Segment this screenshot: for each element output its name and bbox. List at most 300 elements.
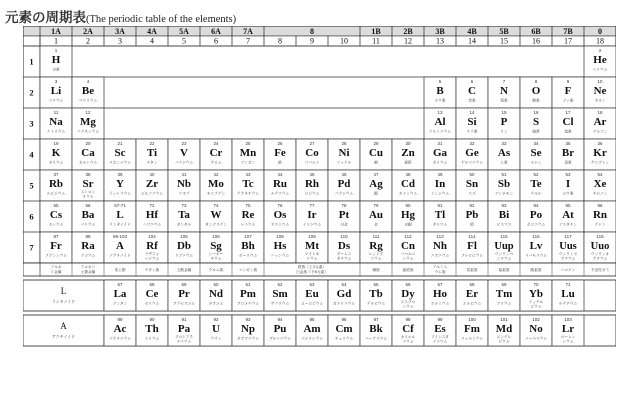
atomic-number: 75 xyxy=(245,203,251,208)
element-name: プロトアク xyxy=(174,335,194,339)
atomic-number: 35 xyxy=(565,141,571,146)
element-symbol: Sg xyxy=(210,240,222,252)
atomic-number: 40 xyxy=(149,172,155,177)
category-label: 亜鉛族 xyxy=(402,268,414,272)
group-label: 0 xyxy=(598,26,602,36)
group-number: 15 xyxy=(500,36,508,46)
atomic-number: 92 xyxy=(213,317,219,322)
element-symbol: B xyxy=(436,85,444,97)
atomic-number: 49 xyxy=(437,172,443,177)
element-name: リウム xyxy=(306,256,318,261)
atomic-number: 23 xyxy=(181,141,187,146)
element-symbol: Bi xyxy=(498,209,510,221)
atomic-number: 93 xyxy=(245,317,251,322)
element-symbol: Ga xyxy=(432,147,448,159)
element-name: キュリウム xyxy=(334,336,354,341)
element-name: セリウム xyxy=(144,301,160,306)
element-symbol: Pa xyxy=(177,323,191,335)
group-label: 4B xyxy=(467,26,477,36)
atomic-number: 22 xyxy=(149,141,155,146)
group-number: 16 xyxy=(532,36,540,46)
element-name: ウラン xyxy=(210,336,222,341)
element-name: マンガン xyxy=(240,160,256,165)
atomic-number: 24 xyxy=(213,141,219,146)
element-name: タチウム xyxy=(336,256,352,261)
element-symbol: Np xyxy=(240,323,256,335)
group-number: 12 xyxy=(404,36,412,46)
element-name: チタン xyxy=(146,160,158,165)
element-name: 水銀 xyxy=(404,222,412,227)
element-name: ラドン xyxy=(594,222,606,227)
atomic-number: 100 xyxy=(468,317,476,322)
period-label: 3 xyxy=(29,118,34,129)
element-name: イッテル xyxy=(528,300,544,304)
atomic-number: 2 xyxy=(598,48,602,53)
element-name: テルビウム xyxy=(366,301,386,306)
element-name: アクチノイド xyxy=(109,253,131,258)
element-symbol: Rg xyxy=(369,240,383,252)
element-symbol: Hf xyxy=(145,209,159,221)
element-symbol: Eu xyxy=(305,288,319,300)
atomic-number: 94 xyxy=(277,317,283,322)
element-name: ニウム xyxy=(402,339,414,344)
atomic-number: 44 xyxy=(277,172,283,177)
element-symbol: Cd xyxy=(400,178,416,190)
atomic-number: 32 xyxy=(469,141,475,146)
element-name: プチウム xyxy=(560,256,576,261)
atomic-number: 81 xyxy=(437,203,443,208)
element-name: ガドリニウム xyxy=(332,301,356,306)
atomic-number: 5 xyxy=(438,79,442,84)
element-name: 金 xyxy=(374,222,378,227)
element-name: ナトリウム xyxy=(46,129,66,134)
atomic-number: 117 xyxy=(564,234,572,239)
element-name: シウム xyxy=(402,304,414,309)
element-symbol: At xyxy=(562,209,574,221)
element-symbol: Pu xyxy=(273,323,287,335)
period-label: 4 xyxy=(29,149,34,160)
atomic-number: 64 xyxy=(341,282,347,287)
element-name: コバルト xyxy=(304,160,320,165)
element-symbol: Pr xyxy=(178,288,190,300)
atomic-number: 82 xyxy=(469,203,475,208)
element-name: 亜鉛 xyxy=(404,160,412,165)
atomic-number: 1 xyxy=(54,48,58,53)
group-label: 6B xyxy=(531,26,541,36)
element-symbol: Ag xyxy=(369,178,383,190)
element-symbol: Pm xyxy=(240,288,256,300)
atomic-number: 4 xyxy=(86,79,90,84)
atomic-number: 42 xyxy=(213,172,219,177)
atomic-number: 17 xyxy=(565,110,571,115)
atomic-number: 78 xyxy=(341,203,347,208)
element-symbol: Bh xyxy=(241,240,255,252)
atomic-number: 99 xyxy=(437,317,443,322)
element-name: ボーリウム xyxy=(238,253,258,258)
element-symbol: Nd xyxy=(208,288,224,300)
element-symbol: Xe xyxy=(593,178,607,190)
element-symbol: Br xyxy=(561,147,575,159)
element-name: 硫黄 xyxy=(532,129,540,134)
group-number: 10 xyxy=(340,36,348,46)
category-label: 鉄族（上3元素） xyxy=(297,265,327,269)
element-name: エルビウム xyxy=(462,301,482,306)
element-symbol: Nh xyxy=(432,240,448,252)
element-symbol: Na xyxy=(49,116,63,128)
category-label: チタン族 xyxy=(144,268,160,272)
element-name: ビウム xyxy=(530,304,542,309)
group-label: 4A xyxy=(147,26,157,36)
element-name: カドミウム xyxy=(398,191,418,196)
group-label: 6A xyxy=(211,26,221,36)
element-name: バリウム xyxy=(80,222,96,227)
element-symbol: Uus xyxy=(559,241,577,252)
element-name: ルテチウム xyxy=(558,301,578,306)
element-symbol: Th xyxy=(145,323,159,335)
element-name: 鉛 xyxy=(470,222,474,227)
element-symbol: La xyxy=(113,288,127,300)
element-symbol: C xyxy=(468,85,476,97)
lanthanoid-label: L xyxy=(60,286,67,296)
atomic-number: 106 xyxy=(212,234,220,239)
atomic-number: 59 xyxy=(181,282,187,287)
element-name: フェルミウム xyxy=(461,336,483,341)
element-symbol: Ds xyxy=(337,240,351,252)
element-name: 鉄 xyxy=(278,160,282,165)
group-header-bg xyxy=(23,26,616,36)
atomic-number: 91 xyxy=(181,317,187,322)
atomic-number: 110 xyxy=(340,234,348,239)
element-symbol: Ca xyxy=(81,147,95,159)
category-label: 土類金属 xyxy=(80,270,96,274)
element-name: スズ xyxy=(468,191,476,196)
element-name: プルトニウム xyxy=(269,336,291,341)
element-symbol: Md xyxy=(495,323,513,335)
element-name: ウンウンセ xyxy=(558,252,578,256)
element-name: メンデレ xyxy=(496,335,512,339)
element-symbol: Tl xyxy=(434,209,446,221)
atomic-number: 112 xyxy=(404,234,412,239)
group-label: 3A xyxy=(115,26,125,36)
element-symbol: Mn xyxy=(239,147,257,159)
atomic-number: 85 xyxy=(565,203,571,208)
element-symbol: U xyxy=(212,323,220,335)
element-symbol: Hg xyxy=(400,209,416,221)
category-label: 銅族 xyxy=(372,268,380,272)
atomic-number: 13 xyxy=(437,110,443,115)
element-name: ラザフォ xyxy=(144,252,160,256)
element-name: ホルミウム xyxy=(430,301,450,306)
element-name: 窒素 xyxy=(500,98,508,103)
element-name: クリプトン xyxy=(590,160,610,165)
atomic-number: 58 xyxy=(149,282,155,287)
atomic-number: 19 xyxy=(53,141,59,146)
element-name: ルテニウム xyxy=(270,191,290,196)
atomic-number: 66 xyxy=(405,282,411,287)
element-name: アンチモン xyxy=(494,191,514,196)
element-name: 炭素 xyxy=(468,98,476,103)
element-symbol: Se xyxy=(530,147,542,159)
element-name: アスタチン xyxy=(558,222,578,227)
atomic-number: 57-71 xyxy=(114,203,126,208)
element-symbol: Fm xyxy=(464,323,480,335)
title-english: (The periodic table of the elements) xyxy=(86,14,237,25)
element-name: モリブデン xyxy=(206,191,226,196)
element-symbol: Er xyxy=(465,288,479,300)
element-symbol: Sm xyxy=(272,288,288,300)
atomic-number: 55 xyxy=(53,203,59,208)
element-name: アメリシウム xyxy=(301,336,323,341)
element-name: ビスマス xyxy=(496,222,512,227)
atomic-number: 48 xyxy=(405,172,411,177)
atomic-number: 11 xyxy=(53,110,59,115)
element-name: キセノン xyxy=(592,191,608,196)
element-symbol: Si xyxy=(467,116,477,128)
element-name: パラジウム xyxy=(334,191,354,196)
atomic-number: 70 xyxy=(533,282,539,287)
atomic-number: 9 xyxy=(566,79,570,84)
element-name: アクチニウム xyxy=(109,336,131,341)
category-label: アルミニ xyxy=(432,265,448,270)
element-name: ウンウンオ xyxy=(590,252,610,256)
atomic-number: 77 xyxy=(309,203,315,208)
element-symbol: Ge xyxy=(465,147,479,159)
element-name: ハッシウム xyxy=(270,253,290,258)
element-name: レントゲ xyxy=(368,252,384,256)
group-label: 8 xyxy=(310,26,314,36)
element-symbol: K xyxy=(51,147,61,159)
atomic-number: 20 xyxy=(85,141,91,146)
category-label: 不活性ガス xyxy=(590,268,610,272)
element-name: ドブニウム xyxy=(174,253,194,258)
element-name: ランタン xyxy=(112,301,128,306)
category-label: アルカリ xyxy=(80,265,96,270)
element-name: カリウム xyxy=(48,160,64,165)
atomic-number: 74 xyxy=(213,203,219,208)
element-symbol: Bk xyxy=(369,323,383,335)
element-name: ストロン xyxy=(80,190,96,194)
element-symbol: S xyxy=(532,116,540,128)
element-symbol: Po xyxy=(529,209,543,221)
atomic-number: 71 xyxy=(565,282,571,287)
atomic-number: 87 xyxy=(53,234,59,239)
atomic-number: 50 xyxy=(469,172,475,177)
element-name: ヨウ素 xyxy=(562,191,574,196)
group-number: 8 xyxy=(278,36,282,46)
element-symbol: Ta xyxy=(178,209,190,221)
element-symbol: Tb xyxy=(369,288,383,300)
element-name: 塩素 xyxy=(564,129,572,134)
element-symbol: Fl xyxy=(467,240,477,252)
element-name: レニウム xyxy=(240,222,256,227)
element-symbol: Li xyxy=(50,85,62,97)
element-name: ユーロピウム xyxy=(300,301,324,306)
element-symbol: Ce xyxy=(145,288,159,300)
element-symbol: Ba xyxy=(81,209,95,221)
element-name: タングステン xyxy=(205,222,227,227)
atomic-number: 109 xyxy=(308,234,316,239)
element-symbol: Te xyxy=(530,178,542,190)
element-symbol: Tc xyxy=(242,178,254,190)
group-label: 7A xyxy=(243,26,253,36)
atomic-number: 80 xyxy=(405,203,411,208)
atomic-number: 21 xyxy=(117,141,123,146)
atomic-number: 41 xyxy=(181,172,187,177)
category-label: 窒素族 xyxy=(498,268,510,272)
element-name: プロメチウム xyxy=(236,301,260,306)
element-name: ラジウム xyxy=(80,253,96,258)
element-symbol: Cn xyxy=(400,240,416,252)
atomic-number: 31 xyxy=(437,141,443,146)
element-name: インジウム xyxy=(430,191,450,196)
element-symbol: Zn xyxy=(401,147,415,159)
atomic-number: 68 xyxy=(469,282,475,287)
group-number: 1 xyxy=(54,36,58,46)
element-name: ウンウンペ xyxy=(494,252,514,256)
element-symbol: A xyxy=(116,240,124,252)
group-number: 2 xyxy=(86,36,90,46)
group-number: 18 xyxy=(596,36,604,46)
periodic-table-grid xyxy=(23,26,616,413)
atomic-number: 7 xyxy=(502,79,506,84)
atomic-number: 89 xyxy=(117,317,123,322)
element-name: セシウム xyxy=(48,222,64,227)
category-label: 炭素族 xyxy=(466,268,478,272)
element-name: ケイ素 xyxy=(466,129,478,134)
element-symbol: Ra xyxy=(81,240,95,252)
atomic-number: 89-103 xyxy=(112,234,128,239)
atomic-number: 15 xyxy=(501,110,507,115)
atomic-number: 101 xyxy=(500,317,508,322)
element-name: ージウム xyxy=(144,256,160,261)
element-name: バナジウム xyxy=(174,160,194,165)
element-name: シウム xyxy=(402,256,414,261)
group-number: 4 xyxy=(150,36,154,46)
element-name: ルビジウム xyxy=(46,191,66,196)
period-label: 2 xyxy=(29,87,34,98)
element-name: ネオジム xyxy=(208,301,224,306)
element-name: テルル xyxy=(530,191,542,196)
element-symbol: Ni xyxy=(338,147,350,159)
group-label: 2B xyxy=(403,26,413,36)
atomic-number: 53 xyxy=(565,172,571,177)
element-name: シウム xyxy=(562,339,574,344)
lanthanoid-label-name: ランタノイド xyxy=(51,299,76,304)
group-number: 13 xyxy=(436,36,444,46)
element-symbol: Ti xyxy=(146,147,158,159)
element-symbol: Y xyxy=(116,178,124,190)
element-symbol: No xyxy=(529,323,543,335)
element-name: 臭素 xyxy=(564,160,572,165)
element-name: イニウム xyxy=(432,339,448,344)
element-name: 銅 xyxy=(374,160,378,165)
element-name: セレン xyxy=(530,160,542,165)
element-name: ロジウム xyxy=(304,191,320,196)
element-name: ガリウム xyxy=(432,160,448,165)
element-symbol: Pt xyxy=(338,209,350,221)
element-name: ツリウム xyxy=(496,301,512,306)
element-name: フレロビウム xyxy=(461,253,483,258)
category-label: 白金族（下6元素） xyxy=(296,270,328,274)
atomic-number: 115 xyxy=(500,234,508,239)
atomic-number: 25 xyxy=(245,141,251,146)
element-name: マグネシウム xyxy=(76,129,100,134)
atomic-number: 65 xyxy=(373,282,379,287)
element-name: スカンジウム xyxy=(109,160,131,165)
element-symbol: Am xyxy=(303,323,321,335)
element-name: フッ素 xyxy=(562,98,574,103)
group-number: 9 xyxy=(310,36,314,46)
atomic-number: 37 xyxy=(53,172,59,177)
element-symbol: Sb xyxy=(497,178,511,190)
atomic-number: 38 xyxy=(85,172,91,177)
atomic-number: 63 xyxy=(309,282,315,287)
group-number: 7 xyxy=(246,36,250,46)
element-name: シーボー xyxy=(208,252,224,256)
element-symbol: Mt xyxy=(304,240,320,252)
atomic-number: 97 xyxy=(373,317,379,322)
atomic-number: 96 xyxy=(341,317,347,322)
atomic-number: 26 xyxy=(277,141,283,146)
element-symbol: Rh xyxy=(304,178,320,190)
element-name: ニホニウム xyxy=(430,253,450,258)
element-name: ニッケル xyxy=(336,160,352,165)
element-symbol: W xyxy=(210,209,222,221)
element-symbol: P xyxy=(500,116,508,128)
atomic-number: 86 xyxy=(597,203,603,208)
atomic-number: 51 xyxy=(501,172,507,177)
group-label: 1A xyxy=(51,26,61,36)
atomic-number: 107 xyxy=(244,234,252,239)
atomic-number: 6 xyxy=(470,79,474,84)
atomic-number: 3 xyxy=(54,79,58,84)
group-number: 5 xyxy=(182,36,186,46)
atomic-number: 36 xyxy=(597,141,603,146)
element-name: クロム xyxy=(210,160,222,165)
element-name: リバモリウム xyxy=(525,253,547,258)
atomic-number: 114 xyxy=(468,234,476,239)
element-symbol: Ir xyxy=(307,209,317,221)
element-symbol: Cu xyxy=(368,147,384,159)
element-symbol: Os xyxy=(273,209,287,221)
element-symbol: N xyxy=(500,85,508,97)
atomic-number: 14 xyxy=(469,110,475,115)
atomic-number: 45 xyxy=(309,172,315,177)
category-label: マンガン族 xyxy=(238,268,258,272)
element-symbol: Pb xyxy=(465,209,479,221)
atomic-number: 84 xyxy=(533,203,539,208)
element-symbol: Yb xyxy=(528,288,544,300)
element-symbol: Ho xyxy=(432,288,448,300)
group-number: 3 xyxy=(118,36,122,46)
element-symbol: Tm xyxy=(495,288,513,300)
category-label: ハロゲン xyxy=(560,268,576,272)
group-number: 17 xyxy=(564,36,572,46)
element-name: ホウ素 xyxy=(434,98,446,103)
element-name: ゲルマニウム xyxy=(460,160,484,165)
element-symbol: Cl xyxy=(562,116,574,128)
page-title xyxy=(5,6,237,26)
group-number: 11 xyxy=(372,36,380,46)
atomic-number: 111 xyxy=(372,234,380,239)
period-label: 5 xyxy=(29,180,34,191)
element-name: イリジウム xyxy=(302,222,322,227)
element-name: テクネチウム xyxy=(237,191,259,196)
atomic-number: 12 xyxy=(85,110,91,115)
element-symbol: O xyxy=(531,85,541,97)
element-symbol: Nb xyxy=(176,178,192,190)
atomic-number: 47 xyxy=(373,172,379,177)
